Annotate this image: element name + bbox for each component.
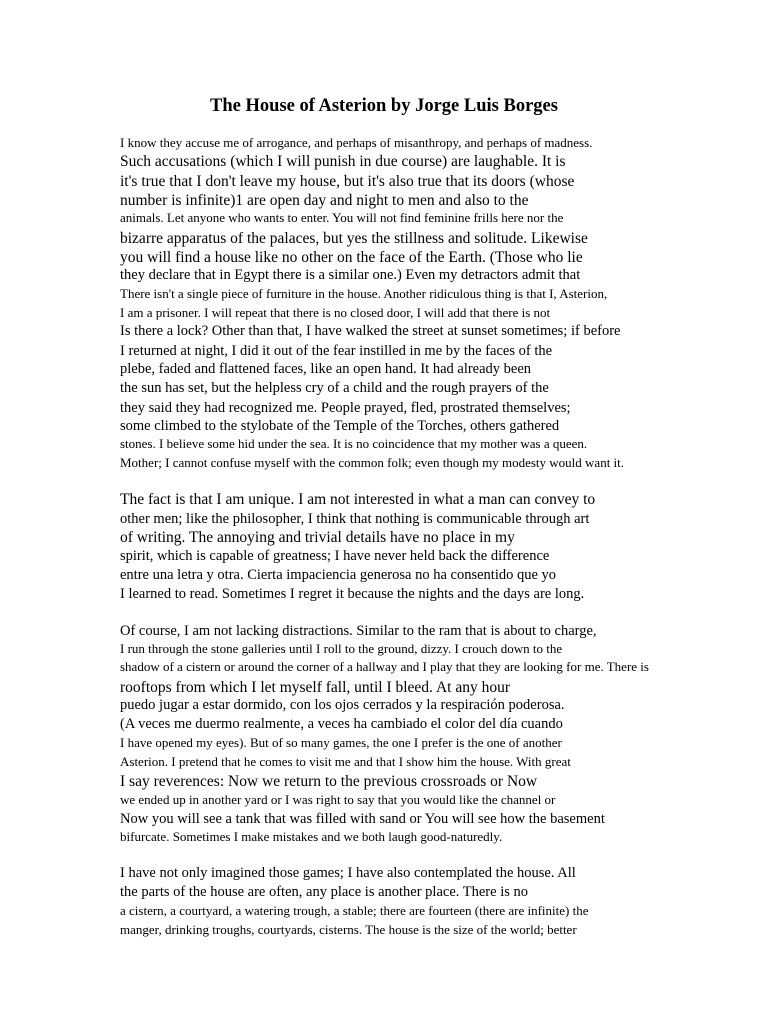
text-line: puedo jugar a estar dormido, con los ojos cerrados y la respiración poderosa. (120, 697, 565, 713)
text-line: you will find a house like no other on the face of the Earth. (Those who lie (120, 249, 583, 266)
document-title: The House of Asterion by Jorge Luis Borges (210, 96, 558, 116)
text-line: animals. Let anyone who wants to enter. You will not find feminine frills here nor the (120, 210, 564, 225)
text-line: Such accusations (which I will punish in due course) are laughable. It is (120, 153, 566, 170)
text-line: of writing. The annoying and trivial details have no place in my (120, 529, 515, 546)
text-line: spirit, which is capable of greatness; I have never held back the difference (120, 548, 550, 564)
text-line: I know they accuse me of arrogance, and perhaps of misanthropy, and perhaps of madness. (120, 135, 593, 150)
text-line: I say reverences: Now we return to the previous crossroads or Now (120, 773, 538, 790)
text-line: I am a prisoner. I will repeat that there is no closed door, I will add that there is not (120, 305, 551, 320)
text-line: some climbed to the stylobate of the Temple of the Torches, others gathered (120, 418, 560, 434)
text-line: they declare that in Egypt there is a similar one.) Even my detractors admit that (120, 267, 581, 283)
text-line: I have not only imagined those games; I have also contemplated the house. All (120, 865, 576, 881)
text-line: The fact is that I am unique. I am not interested in what a man can convey to (120, 491, 596, 508)
text-line: Mother; I cannot confuse myself with the common folk; even though my modesty would want it. (120, 455, 625, 470)
text-line: There isn't a single piece of furniture in the house. Another ridiculous thing is that I, Asterion, (120, 286, 608, 301)
text-line: rooftops from which I let myself fall, until I bleed. At any hour (120, 679, 510, 696)
text-line: I returned at night, I did it out of the fear instilled in me by the faces of the (120, 343, 553, 359)
text-line: bizarre apparatus of the palaces, but yes the stillness and solitude. Likewise (120, 230, 588, 247)
text-line: it's true that I don't leave my house, but it's also true that its doors (whose (120, 173, 575, 190)
text-line: a cistern, a courtyard, a watering trough, a stable; there are fourteen (there are infinite) the (120, 903, 589, 918)
text-line: shadow of a cistern or around the corner of a hallway and I play that they are looking for me. There is (120, 659, 649, 674)
text-line: number is infinite)1 are open day and night to men and also to the (120, 192, 529, 209)
text-line: stones. I believe some hid under the sea. It is no coincidence that my mother was a queen. (120, 436, 588, 451)
text-line: Is there a lock? Other than that, I have walked the street at sunset sometimes; if before (120, 323, 621, 339)
text-line: the sun has set, but the helpless cry of a child and the rough prayers of the (120, 380, 549, 396)
text-line: I learned to read. Sometimes I regret it because the nights and the days are long. (120, 586, 585, 602)
text-line: I have opened my eyes). But of so many games, the one I prefer is the one of another (120, 735, 562, 750)
text-line: bifurcate. Sometimes I make mistakes and we both laugh good-naturedly. (120, 829, 503, 844)
text-line: plebe, faded and flattened faces, like an open hand. It had already been (120, 361, 532, 377)
text-line: Now you will see a tank that was filled with sand or You will see how the basement (120, 811, 605, 827)
text-line: Asterion. I pretend that he comes to visit me and that I show him the house. With great (120, 754, 571, 769)
text-line: we ended up in another yard or I was right to say that you would like the channel or (120, 792, 556, 807)
text-line: I run through the stone galleries until I roll to the ground, dizzy. I crouch down to the (120, 641, 563, 656)
text-line: other men; like the philosopher, I think that nothing is communicable through art (120, 511, 590, 527)
text-line: the parts of the house are often, any place is another place. There is no (120, 884, 528, 900)
text-line: they said they had recognized me. People prayed, fled, prostrated themselves; (120, 400, 571, 416)
text-line: Of course, I am not lacking distractions. Similar to the ram that is about to charge, (120, 623, 597, 639)
text-line: (A veces me duermo realmente, a veces ha cambiado el color del día cuando (120, 716, 563, 732)
text-line: entre una letra y otra. Cierta impaciencia generosa no ha consentido que yo (120, 567, 557, 583)
text-line: manger, drinking troughs, courtyards, cisterns. The house is the size of the world; better (120, 922, 577, 937)
